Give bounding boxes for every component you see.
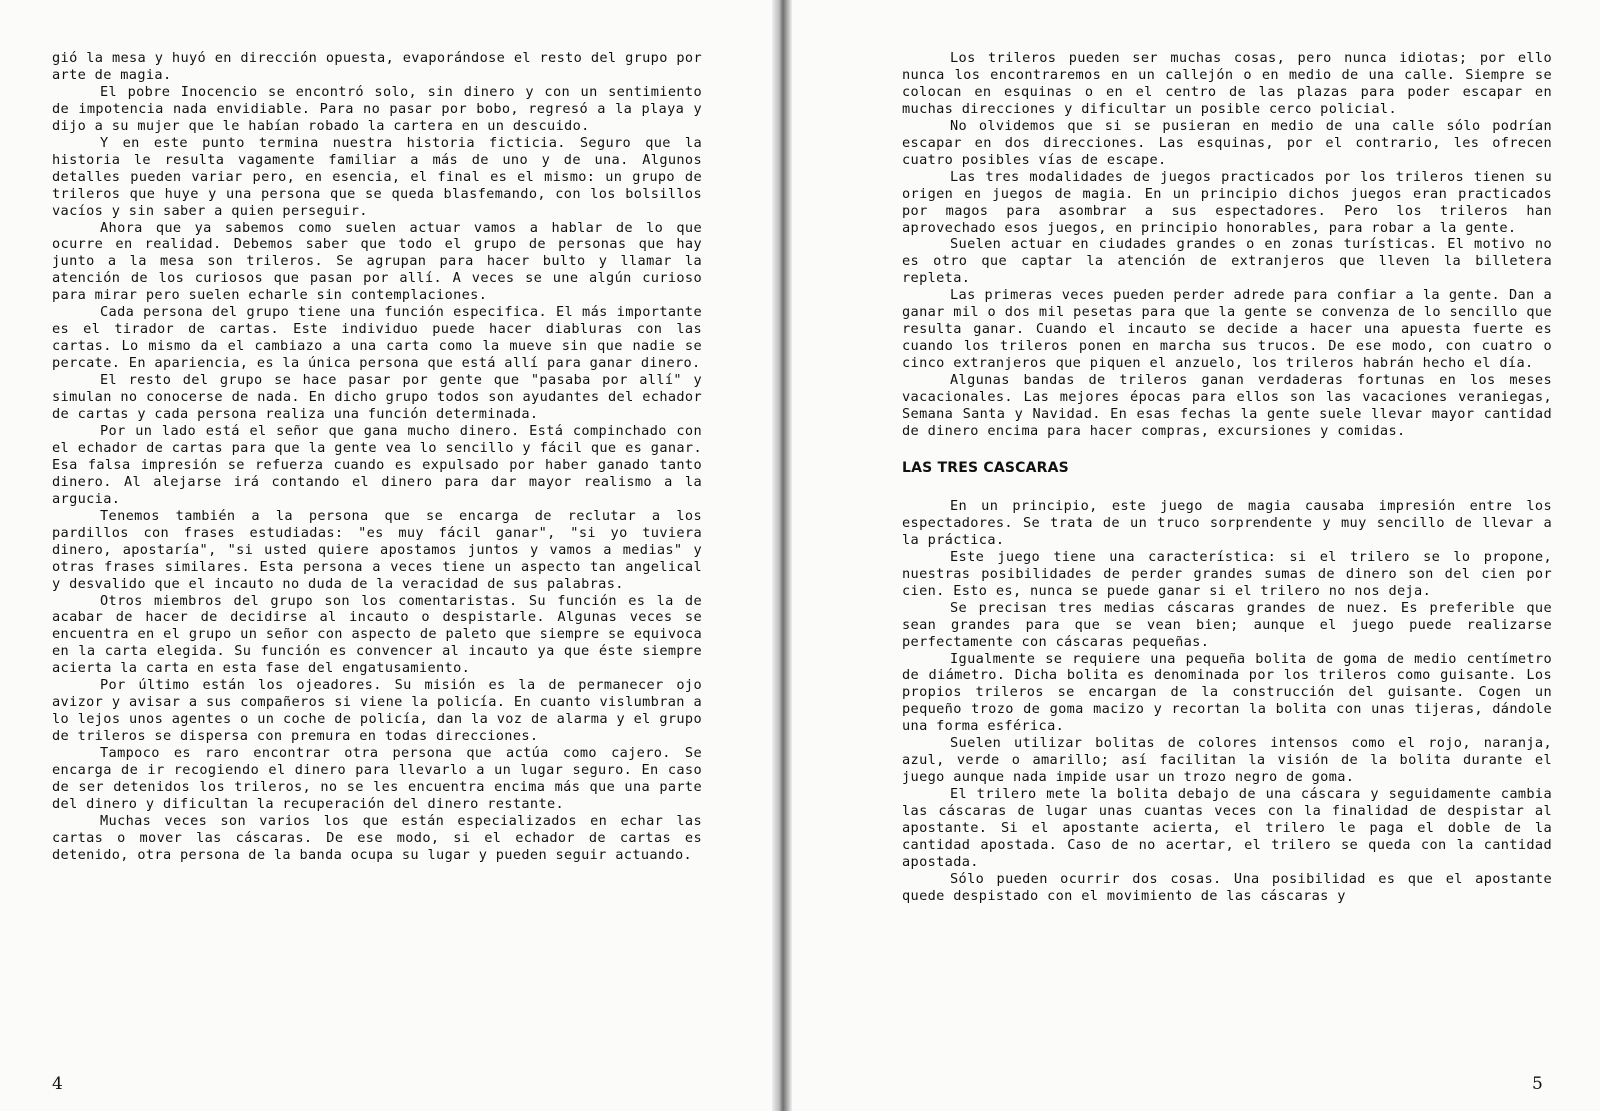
paragraph: Otros miembros del grupo son los comentaristas. Su función es la de acabar de hacer de decidirse al incauto o despistarle. Algunas veces se encuentra en el grupo un señor con aspecto de paleto que siempre se equivoca en la carta elegida. Su función es convencer al incauto ya que éste siempre acierta la carta en esta fase del engatusamiento. xyxy=(52,592,702,677)
paragraph: Tenemos también a la persona que se encarga de reclutar a los pardillos con frases estudiadas: "es muy fácil ganar", "si yo tuviera dinero, apostaría", "si usted quiere apostamos juntos y vamos a medias" y otras frases similares. Esta persona a veces tiene un aspecto tan angelical y desvalido que el incauto no duda de la veracidad de sus palabras. xyxy=(52,507,702,592)
right-page xyxy=(902,50,1552,905)
page-number-right: 5 xyxy=(1532,1074,1543,1094)
paragraph: El trilero mete la bolita debajo de una cáscara y seguidamente cambia las cáscaras de lugar unas cuantas veces con la finalidad de despistar al apostante. Si el apostante acierta, el trilero le paga el doble de la cantidad apostada. Caso de no acertar, el trilero se queda con la cantidad apostada. xyxy=(902,786,1552,870)
paragraph: gió la mesa y huyó en dirección opuesta, evaporándose el resto del grupo por arte de magia. xyxy=(52,50,702,83)
paragraph: Suelen utilizar bolitas de colores intensos como el rojo, naranja, azul, verde o amarillo; así facilitan la visión de la bolita durante el juego aunque nada impide usar un trozo negro de goma. xyxy=(902,735,1552,786)
paragraph: Y en este punto termina nuestra historia ficticia. Seguro que la historia le resulta vagamente familiar a más de uno y de una. Algunos detalles pueden variar pero, en esencia, el final es el mismo: un grupo de trileros que huye y una persona que se queda blasfemando, con los bolsillos vacíos y sin saber a quien perseguir. xyxy=(52,134,702,219)
paragraph: Algunas bandas de trileros ganan verdaderas fortunas en los meses vacacionales. Las mejores épocas para ellos son las vacaciones veraniegas, Semana Santa y Navidad. En esas fechas la gente suele llevar mayor cantidad de dinero encima para hacer compras, excursiones y comidas. xyxy=(902,372,1552,439)
book-gutter xyxy=(772,0,792,1111)
paragraph: Igualmente se requiere una pequeña bolita de goma de medio centímetro de diámetro. Dicha bolita es denominada por los trileros como guisante. Los propios trileros se encargan de la construcción del guisante. Cogen un pequeño trozo de goma macizo y recortan la bolita con unas tijeras, dándole una forma esférica. xyxy=(902,650,1552,735)
paragraph: Las tres modalidades de juegos practicados por los trileros tienen su origen en juegos de magia. En un principio dichos juegos eran practicados por magos para asombrar a sus espectadores. Pero los trileros han aprovechado esos juegos, en principio honorables, para robar a la gente. xyxy=(902,168,1552,236)
section-heading: LAS TRES CASCARAS xyxy=(902,459,1069,476)
paragraph: Por un lado está el señor que gana mucho dinero. Está compinchado con el echador de cartas para que la gente vea lo sencillo y fácil que es ganar. Esa falsa impresión se refuerza cuando es expulsado por haber ganado tanto dinero. Al alejarse irá contando el dinero para dar mayor realismo a la argucia. xyxy=(52,422,702,507)
paragraph: El resto del grupo se hace pasar por gente que "pasaba por allí" y simulan no conocerse de nada. En dicho grupo todos son ayudantes del echador de cartas y cada persona realiza una función determinada. xyxy=(52,372,702,423)
paragraph: Sólo pueden ocurrir dos cosas. Una posibilidad es que el apostante quede despistado con el movimiento de las cáscaras y xyxy=(902,870,1552,904)
paragraph: El pobre Inocencio se encontró solo, sin dinero y con un sentimiento de impotencia nada envidiable. Para no pasar por bobo, regresó a la playa y dijo a su mujer que le habían robado la cartera en un descuido. xyxy=(52,83,702,134)
paragraph: En un principio, este juego de magia causaba impresión entre los espectadores. Se trata de un truco sorprendente y muy sencillo de llevar a la práctica. xyxy=(902,497,1552,548)
paragraph: Muchas veces son varios los que están especializados en echar las cartas o mover las cáscaras. De ese modo, si el echador de cartas es detenido, otra persona de la banda ocupa su lugar y pueden seguir actuando. xyxy=(52,812,702,863)
paragraph: Suelen actuar en ciudades grandes o en zonas turísticas. El motivo no es otro que captar la atención de extranjeros que lleven la billetera repleta. xyxy=(902,236,1552,287)
paragraph: Cada persona del grupo tiene una función especifica. El más importante es el tirador de cartas. Este individuo puede hacer diabluras con las cartas. Lo mismo da el cambiazo a una carta como la mueve sin que nadie se percate. En apariencia, es la única persona que está allí para ganar dinero. xyxy=(52,304,702,372)
paragraph: Los trileros pueden ser muchas cosas, pero nunca idiotas; por ello nunca los encontraremos en un callejón o en medio de una calle. Siempre se colocan en esquinas o en el centro de las plazas para poder escapar en muchas direcciones y dificultar un posible cerco policial. xyxy=(902,50,1552,117)
paragraph: No olvidemos que si se pusieran en medio de una calle sólo podrían escapar en dos direcciones. Las esquinas, por el contrario, les ofrecen cuatro posibles vías de escape. xyxy=(902,117,1552,168)
paragraph: Este juego tiene una característica: si el trilero se lo propone, nuestras posibilidades de perder grandes sumas de dinero son del cien por cien. Esto es, nunca se puede ganar si el trilero no nos deja. xyxy=(902,548,1552,599)
paragraph: Por último están los ojeadores. Su misión es la de permanecer ojo avizor y avisar a sus compañeros si viene la policía. En cuanto vislumbran a lo lejos unos agentes o un coche de policía, dan la voz de alarma y el grupo de trileros se dispersa con premura en todas direcciones. xyxy=(52,677,702,745)
paragraph: Ahora que ya sabemos como suelen actuar vamos a hablar de lo que ocurre en realidad. Debemos saber que todo el grupo de personas que hay junto a la mesa son trileros. Se agrupan para hacer bulto y llamar la atención de los curiosos que pasan por allí. A veces se une algún curioso para mirar pero suelen echarle sin contemplaciones. xyxy=(52,219,702,304)
paragraph: Las primeras veces pueden perder adrede para confiar a la gente. Dan a ganar mil o dos mil pesetas para que la gente se convenza de lo sencillo que resulta ganar. Cuando el incauto se decide a hacer una apuesta fuerte es cuando los trileros ponen en marcha sus trucos. De ese modo, con cuatro o cinco extranjeros que piquen el anzuelo, los trileros habrán hecho el día. xyxy=(902,287,1552,372)
paragraph: Tampoco es raro encontrar otra persona que actúa como cajero. Se encarga de ir recogiendo el dinero para llevarlo a un lugar seguro. En caso de ser detenidos los trileros, no se les encuentra encima más que una parte del dinero y dificultan la recuperación del dinero restante. xyxy=(52,745,702,812)
page-number-left: 4 xyxy=(52,1074,63,1094)
paragraph: Se precisan tres medias cáscaras grandes de nuez. Es preferible que sean grandes para que se vean bien; aunque el juego puede realizarse perfectamente con cáscaras pequeñas. xyxy=(902,599,1552,650)
left-page xyxy=(52,50,702,864)
